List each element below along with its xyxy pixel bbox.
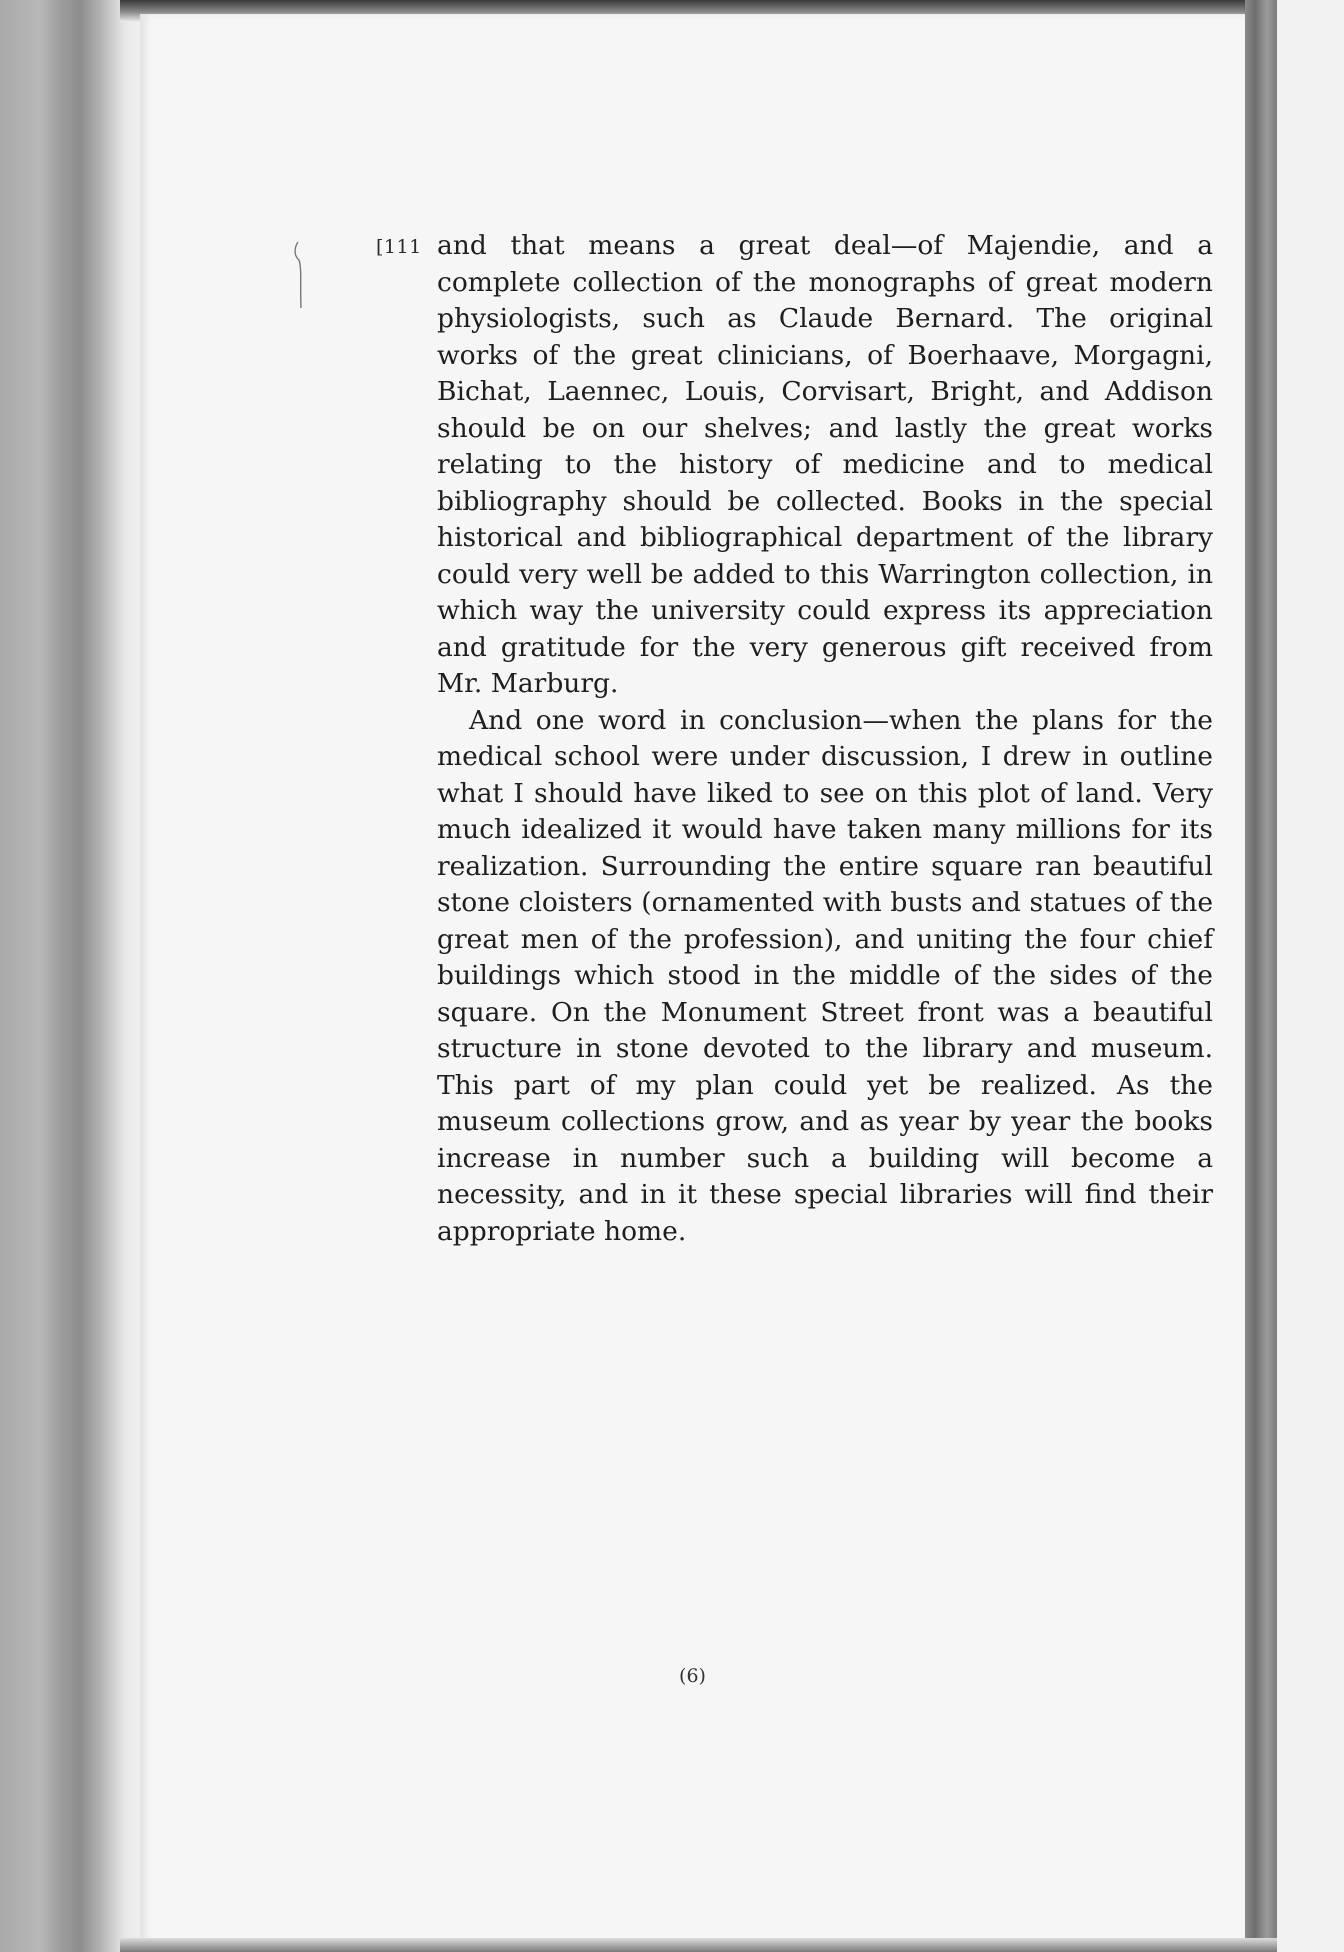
facing-page-edge [1277, 0, 1344, 1952]
book-bottom-edge [120, 1938, 1277, 1952]
body-text [437, 228, 1213, 1250]
paragraph-2: And one word in conclusion—when the plans for the medical school were under discussion, I drew in outline what I should have liked to see on this plot of land. Very much idealized it would have taken many millions for its realization. Surrounding the entire square ran beautiful stone cloisters (ornamented with busts and statues of the great men of the profession), and uniting the four chief buildings which stood in the middle of the sides of the square. On the Monument Street front was a beautiful structure in stone devoted to the library and museum. This part of my plan could yet be realized. As the museum collections grow, and as year by year the books increase in number such a building will become a necessity, and in it these special libraries will find their appropriate home. [437, 704, 1213, 1247]
page-number: (6) [679, 1665, 706, 1687]
marginal-reference: [111 [376, 236, 422, 258]
pencil-mark-icon [292, 240, 304, 310]
book-gutter [1245, 0, 1277, 1952]
book-left-edge [0, 0, 150, 1952]
paragraph-1: and that means a great deal—of Majendie, and a complete collection of the monographs of great modern physiologists, such as Claude Bernard. The original works of the great clinicians, of Boerhaave, Morgagni, Bichat, Laennec, Louis, Corvisart, Bright, and Addison should be on our shelves; and lastly the great works relating to the history of medicine and to medical bibliography should be collected. Books in the special historical and bibliographical department of the library could very well be added to this Warrington collection, in which way the university could express its appreciation and gratitude for the very generous gift received from Mr. Marburg. [437, 230, 1213, 699]
